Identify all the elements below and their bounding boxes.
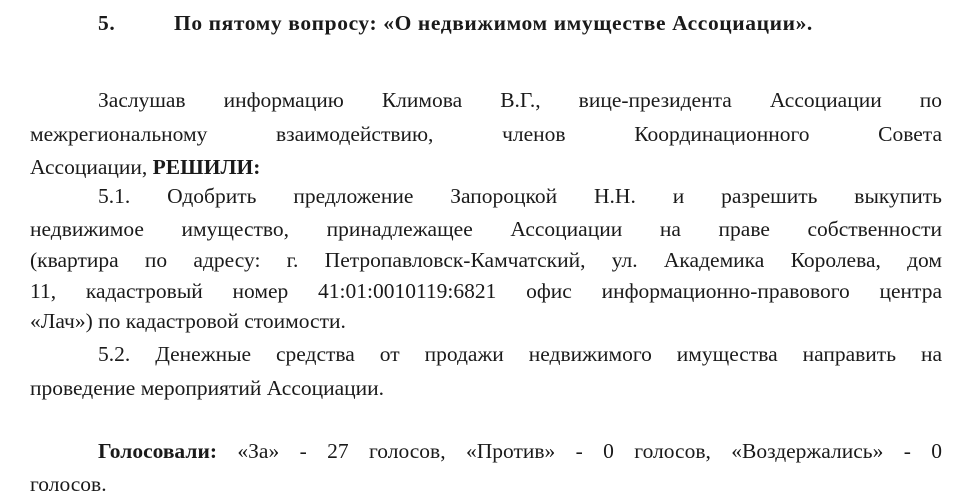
intro-last-line-prefix: Ассоциации, <box>30 155 148 179</box>
item-5-2-line-1: 5.2. Денежные средства от продажи недвижимого имущества направить на <box>98 342 942 366</box>
intro-line-3 <box>30 157 942 179</box>
section-title: По пятому вопросу: «О недвижимом имуществе Ассоциации». <box>174 11 813 35</box>
intro-line-1: Заслушав информацию Климова В.Г., вице-президента Ассоциации по <box>98 88 942 112</box>
decision-word: РЕШИЛИ: <box>152 155 261 179</box>
vote-label: Голосовали: <box>98 439 217 463</box>
section-number: 5. <box>98 11 116 35</box>
item-5-2-line-2: проведение мероприятий Ассоциации. <box>30 376 385 400</box>
vote-line-2: голосов. <box>30 472 107 496</box>
intro-line-2: межрегиональному взаимодействию, членов Координационного Совета <box>30 122 942 146</box>
item-5-1-line-2: недвижимое имущество, принадлежащее Ассоциации на праве собственности <box>30 217 942 241</box>
item-5-1-line-5: «Лач») по кадастровой стоимости. <box>30 309 346 333</box>
vote-line-1 <box>98 441 942 463</box>
item-5-1-line-4: 11, кадастровый номер 41:01:0010119:6821 офис информационно-правового центра <box>30 279 942 303</box>
vote-results: «За» - 27 голосов, «Против» - 0 голосов, «Воздержались» - 0 <box>237 439 943 463</box>
item-5-1-line-3: (квартира по адресу: г. Петропавловск-Камчатский, ул. Академика Королева, дом <box>30 248 942 272</box>
item-5-1-line-1: 5.1. Одобрить предложение Запороцкой Н.Н. и разрешить выкупить <box>98 184 942 208</box>
